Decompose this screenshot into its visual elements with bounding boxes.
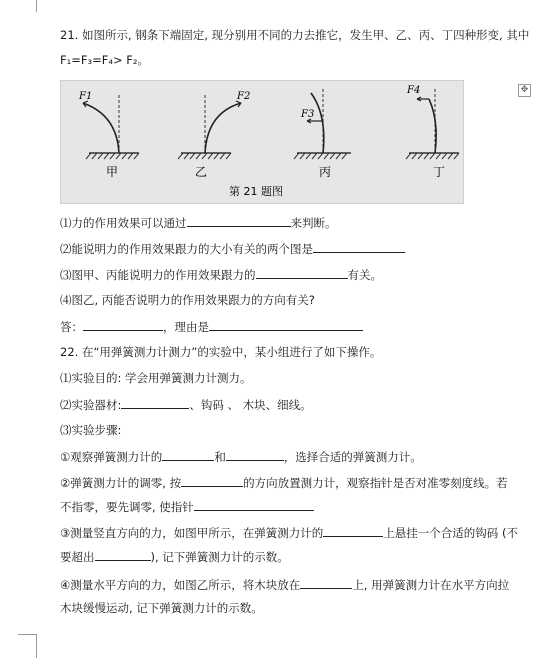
q22-equipment: ⑵实验器材: 、钩码 、 木块、细线。 bbox=[60, 398, 312, 412]
answer-blank[interactable] bbox=[121, 396, 189, 409]
figure-yi bbox=[178, 91, 250, 179]
q21-item-2: ⑵能说明力的作用效果跟力的大小有关的两个图是 bbox=[60, 240, 405, 257]
figure-caption: 第 21 题图 bbox=[229, 185, 283, 198]
crop-mark-top-vertical bbox=[36, 0, 37, 12]
answer-blank[interactable] bbox=[323, 524, 383, 537]
q22-step-3: ③测量竖直方向的力，如图甲所示，在弹簧测力计的 上悬挂一个合适的钩码 (不 bbox=[60, 526, 518, 540]
q21-stem-line2: F₁=F₃=F₄> F₂。 bbox=[60, 53, 149, 67]
force-label-f2: F2 bbox=[237, 91, 251, 102]
answer-blank[interactable] bbox=[256, 266, 348, 279]
figure-bing bbox=[294, 89, 351, 179]
q21-answer-line: 答： ，理由是 bbox=[60, 318, 363, 335]
move-anchor-icon[interactable]: ✥ bbox=[518, 84, 531, 97]
answer-blank[interactable] bbox=[313, 240, 405, 253]
q22-step-2: ②弹簧测力计的调零, 按 的方向放置测力计，观察指针是否对准零刻度线。若 bbox=[60, 476, 508, 490]
figure-jia bbox=[78, 91, 139, 179]
answer-blank[interactable] bbox=[95, 548, 151, 561]
q22-steps-title: ⑶实验步骤: bbox=[60, 423, 122, 437]
q22-purpose: ⑴实验目的: 学会用弹簧测力计测力。 bbox=[60, 371, 252, 385]
force-label-f3: F3 bbox=[301, 109, 315, 120]
figure-ding bbox=[406, 85, 459, 179]
answer-blank[interactable] bbox=[194, 498, 314, 511]
q21-figure bbox=[60, 80, 464, 204]
q21-item-4: ⑷图乙, 丙能否说明力的作用效果跟力的方向有关? bbox=[60, 293, 315, 307]
q22-step-1: ①观察弹簧测力计的 和 ，选择合适的弹簧测力计。 bbox=[60, 450, 422, 464]
answer-blank[interactable] bbox=[187, 214, 291, 227]
q21-item-1: ⑴力的作用效果可以通过 来判断。 bbox=[60, 216, 337, 230]
figure-label-yi: 乙 bbox=[195, 165, 208, 179]
answer-blank[interactable] bbox=[300, 576, 352, 589]
q21-stem-line1: 21. 如图所示, 钢条下端固定, 现分别用不同的力去推它，发生甲、乙、丙、丁四种形变, 其中 bbox=[60, 28, 530, 42]
answer-blank[interactable] bbox=[162, 448, 214, 461]
q21-item-3: ⑶图甲、丙能说明力的作用效果跟力的 有关。 bbox=[60, 268, 382, 282]
q22-step-4: ④测量水平方向的力，如图乙所示，将木块放在 上, 用弹簧测力计在水平方向拉 bbox=[60, 578, 510, 592]
q22-step-2-cont: 不指零，要先调零, 使指针 bbox=[60, 498, 314, 515]
answer-blank[interactable] bbox=[181, 474, 243, 487]
answer-blank[interactable] bbox=[226, 448, 284, 461]
force-label-f1: F1 bbox=[79, 91, 93, 102]
figure-label-bing: 丙 bbox=[319, 165, 332, 179]
reason-blank[interactable] bbox=[209, 318, 363, 331]
figure-label-ding: 丁 bbox=[433, 165, 446, 179]
q22-step-4-cont: 木块缓慢运动, 记下弹簧测力计的示数。 bbox=[60, 601, 263, 615]
crop-mark-bottom-horizontal bbox=[18, 634, 37, 635]
force-label-f4: F4 bbox=[407, 85, 421, 96]
figure-label-jia: 甲 bbox=[106, 165, 119, 179]
answer-blank[interactable] bbox=[83, 318, 163, 331]
q22-title: 22. 在“用弹簧测力计测力”的实验中，某小组进行了如下操作。 bbox=[60, 345, 382, 359]
q22-step-3-cont: 要超出 ), 记下弹簧测力计的示数。 bbox=[60, 550, 289, 564]
crop-mark-bottom-vertical bbox=[36, 634, 37, 658]
q21-figure-drawing bbox=[61, 81, 463, 203]
